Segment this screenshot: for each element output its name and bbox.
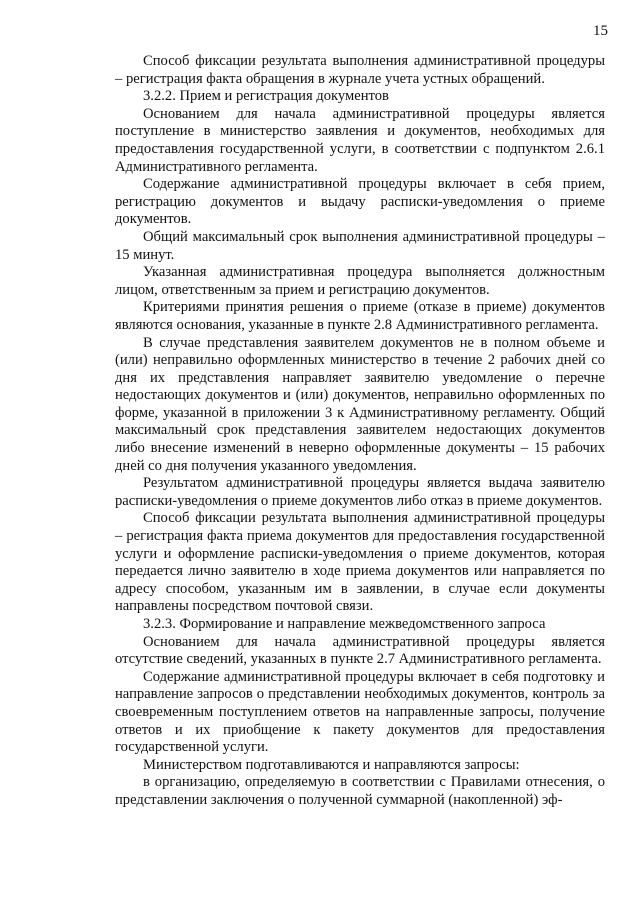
paragraph-max-duration: Общий максимальный срок выполнения административной процедуры – 15 минут. bbox=[115, 228, 605, 263]
paragraph-incomplete-documents: В случае представления заявителем документов не в полном объеме и (или) неправильно оформленных министерство в течение 2 рабочих дней со дня их представления направляет заявителю уведомление о перечне недостающих документов и (или) документов, неправильно оформленных по форме, указанной в приложении 3 к Административному регламенту. Общий максимальный срок представления заявителем недостающих документов либо внесение изменений в неверно оформленные документы – 15 рабочих дней со дня получения указанного уведомления. bbox=[115, 334, 605, 474]
section-heading-3-2-3: 3.2.3. Формирование и направление межведомственного запроса bbox=[143, 616, 546, 632]
paragraph-requests-intro: Министерством подготавливаются и направляются запросы: bbox=[143, 756, 520, 773]
document-body bbox=[115, 53, 605, 810]
paragraph-content-3-2-3: Содержание административной процедуры включает в себя подготовку и направление запросов о представлении необходимых документов, контроль за своевременным поступлением ответов на направленные запросы, получение ответов и их приобщение к пакету документов для предоставления государственной услуги. bbox=[115, 668, 605, 756]
paragraph-basis-3-2-2: Основанием для начала административной процедуры является поступление в министерство заявления и документов, необходимых для предоставления государственной услуги, в соответствии с подпунктом 2.6.1 Административного регламента. bbox=[115, 105, 605, 175]
paragraph-responsible-official: Указанная административная процедура выполняется должностным лицом, ответственным за прием и регистрацию документов. bbox=[115, 264, 605, 298]
paragraph-result-3-2-2: Результатом административной процедуры является выдача заявителю расписки-уведомления о приеме документов либо отказ в приеме документов. bbox=[115, 475, 605, 509]
paragraph-basis-3-2-3: Основанием для начала административной процедуры является отсутствие сведений, указанных в пункте 2.7 Административного регламента. bbox=[115, 633, 605, 668]
paragraph-request-organization: в организацию, определяемую в соответствии с Правилами отнесения, о представлении заключения о полученной суммарной (накопленной) эф- bbox=[115, 774, 605, 808]
paragraph-fixation-3-2-2: Способ фиксации результата выполнения административной процедуры – регистрация факта приема документов для предоставления государственной услуги и оформление расписки-уведомления о приеме документов, которая передается лично заявителю в ходе приема документов или направляется по адресу способом, указанным им в заявлении, в случае если документы направлены посредством почтовой связи. bbox=[115, 510, 605, 615]
paragraph-decision-criteria: Критериями принятия решения о приеме (отказе в приеме) документов являются основания, указанные в пункте 2.8 Административного регламента. bbox=[115, 299, 605, 333]
paragraph-fixation-oral: Способ фиксации результата выполнения административной процедуры – регистрация факта обращения в журнале учета устных обращений. bbox=[115, 53, 605, 87]
section-heading-3-2-2: 3.2.2. Прием и регистрация документов bbox=[143, 88, 389, 105]
paragraph-content-3-2-2: Содержание административной процедуры включает в себя прием, регистрацию документов и выдачу расписки-уведомления о приеме документов. bbox=[115, 176, 605, 228]
page-number: 15 bbox=[593, 23, 608, 39]
